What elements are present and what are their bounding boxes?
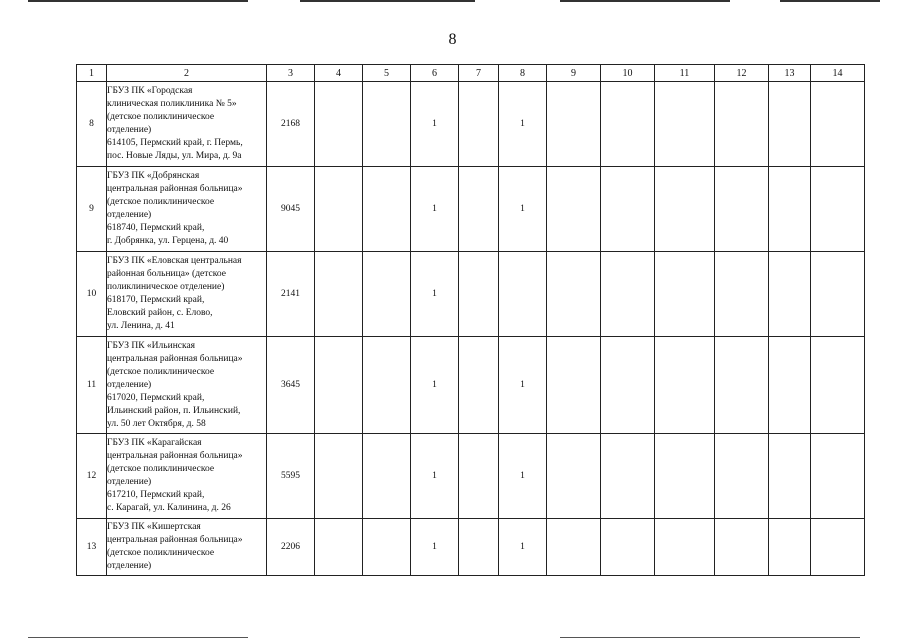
cell-col9 [547, 82, 601, 167]
facility-name-line: ГБУЗ ПК «Карагайская [107, 438, 202, 448]
column-header-13: 13 [769, 65, 811, 82]
facility-name-line: ГБУЗ ПК «Городская [107, 86, 193, 96]
facility-name [107, 337, 267, 434]
cell-col7 [459, 519, 499, 576]
cell-col14 [811, 167, 865, 252]
table-body [77, 82, 865, 576]
cell-col9 [547, 434, 601, 519]
cell-col10 [601, 82, 655, 167]
cell-col12 [715, 252, 769, 337]
cell-col3: 5595 [267, 434, 315, 519]
cell-col11 [655, 252, 715, 337]
cell-col8: 1 [499, 434, 547, 519]
facility-name [107, 82, 267, 167]
facility-name-line: клиническая поликлиника № 5» [107, 99, 237, 109]
facility-name-line: ул. 50 лет Октября, д. 58 [107, 418, 206, 429]
facility-name-line: ГБУЗ ПК «Добрянская [107, 171, 200, 181]
scan-edge-top [780, 0, 880, 2]
cell-col12 [715, 434, 769, 519]
cell-col13 [769, 337, 811, 434]
cell-col8: 1 [499, 337, 547, 434]
facility-name [107, 252, 267, 337]
facility-name-line: пос. Новые Ляды, ул. Мира, д. 9а [107, 151, 242, 161]
facility-name [107, 167, 267, 252]
column-header-1: 1 [77, 65, 107, 82]
cell-col7 [459, 252, 499, 337]
scan-edge-bottom [28, 637, 248, 638]
cell-col7 [459, 434, 499, 519]
cell-col10 [601, 434, 655, 519]
column-header-4: 4 [315, 65, 363, 82]
facility-name-line: (детское поликлиническое [107, 548, 215, 558]
facilities-table [76, 64, 865, 576]
column-header-3: 3 [267, 65, 315, 82]
cell-col6: 1 [411, 519, 459, 576]
cell-col12 [715, 167, 769, 252]
cell-col5 [363, 167, 411, 252]
row-number: 10 [77, 252, 107, 337]
facility-name-line: (детское поликлиническое [107, 112, 215, 122]
cell-col3: 2141 [267, 252, 315, 337]
facility-name-line: ГБУЗ ПК «Еловская центральная [107, 256, 242, 266]
header-row [77, 65, 865, 82]
column-header-5: 5 [363, 65, 411, 82]
cell-col11 [655, 82, 715, 167]
cell-col11 [655, 337, 715, 434]
cell-col14 [811, 434, 865, 519]
cell-col5 [363, 82, 411, 167]
cell-col4 [315, 434, 363, 519]
cell-col12 [715, 519, 769, 576]
facility-name-line: ГБУЗ ПК «Кишертская [107, 522, 201, 532]
cell-col8 [499, 252, 547, 337]
facility-name-line: с. Карагай, ул. Калинина, д. 26 [107, 503, 231, 513]
column-header-8: 8 [499, 65, 547, 82]
cell-col4 [315, 252, 363, 337]
cell-col14 [811, 252, 865, 337]
column-header-10: 10 [601, 65, 655, 82]
scan-edge-top [28, 0, 248, 2]
cell-col13 [769, 434, 811, 519]
facility-name-line: отделение) [107, 477, 152, 487]
facility-name-line: г. Добрянка, ул. Герцена, д. 40 [107, 236, 229, 246]
cell-col12 [715, 337, 769, 434]
cell-col5 [363, 434, 411, 519]
column-header-6: 6 [411, 65, 459, 82]
cell-col14 [811, 519, 865, 576]
facility-name-line: центральная районная больница» [107, 353, 243, 364]
scan-edge-top [560, 0, 730, 2]
facility-name-line: Еловский район, с. Елово, [107, 308, 213, 318]
cell-col9 [547, 337, 601, 434]
table-row [77, 82, 865, 167]
cell-col3: 2206 [267, 519, 315, 576]
table-row [77, 337, 865, 434]
cell-col5 [363, 337, 411, 434]
cell-col6: 1 [411, 337, 459, 434]
cell-col5 [363, 519, 411, 576]
facility-name-line: 618170, Пермский край, [107, 295, 205, 305]
cell-col9 [547, 519, 601, 576]
table-row [77, 252, 865, 337]
cell-col14 [811, 82, 865, 167]
cell-col4 [315, 167, 363, 252]
page-number: 8 [448, 31, 457, 48]
cell-col3: 2168 [267, 82, 315, 167]
facility-name-line: (детское поликлиническое [107, 464, 215, 474]
cell-col10 [601, 337, 655, 434]
row-number: 12 [77, 434, 107, 519]
cell-col6: 1 [411, 434, 459, 519]
cell-col6: 1 [411, 252, 459, 337]
facility-name-line: отделение) [107, 210, 152, 220]
cell-col13 [769, 82, 811, 167]
facility-name-line: районная больница» (детское [107, 269, 226, 279]
facility-name-line: (детское поликлиническое [107, 197, 215, 207]
scan-edge-bottom [560, 637, 860, 638]
column-header-11: 11 [655, 65, 715, 82]
row-number: 8 [77, 82, 107, 167]
facility-name-line: 617210, Пермский край, [107, 490, 205, 500]
facility-name-line: Ильинский район, п. Ильинский, [107, 405, 241, 416]
facility-name-line: центральная районная больница» [107, 535, 243, 545]
facility-name-line: центральная районная больница» [107, 451, 243, 461]
column-header-2: 2 [107, 65, 267, 82]
row-number: 11 [77, 337, 107, 434]
cell-col13 [769, 519, 811, 576]
cell-col3: 3645 [267, 337, 315, 434]
cell-col7 [459, 167, 499, 252]
facility-name-line: ул. Ленина, д. 41 [107, 321, 175, 331]
cell-col9 [547, 167, 601, 252]
cell-col13 [769, 252, 811, 337]
facility-name-line: центральная районная больница» [107, 184, 243, 194]
table-row [77, 434, 865, 519]
cell-col4 [315, 519, 363, 576]
facility-name-line: 614105, Пермский край, г. Пермь, [107, 138, 243, 148]
cell-col8: 1 [499, 82, 547, 167]
facility-name-line: 617020, Пермский край, [107, 392, 205, 403]
facility-name-line: отделение) [107, 125, 152, 135]
cell-col4 [315, 337, 363, 434]
facility-name-line: 618740, Пермский край, [107, 223, 205, 233]
cell-col7 [459, 337, 499, 434]
facility-name-line: поликлиническое отделение) [107, 282, 225, 292]
column-header-12: 12 [715, 65, 769, 82]
column-header-9: 9 [547, 65, 601, 82]
cell-col6: 1 [411, 82, 459, 167]
facility-name-line: отделение) [107, 379, 152, 390]
cell-col11 [655, 519, 715, 576]
cell-col13 [769, 167, 811, 252]
row-number: 9 [77, 167, 107, 252]
table-row [77, 519, 865, 576]
row-number: 13 [77, 519, 107, 576]
facility-name [107, 434, 267, 519]
cell-col9 [547, 252, 601, 337]
cell-col5 [363, 252, 411, 337]
column-header-7: 7 [459, 65, 499, 82]
cell-col14 [811, 337, 865, 434]
cell-col3: 9045 [267, 167, 315, 252]
facility-name-line: (детское поликлиническое [107, 366, 215, 377]
column-header-14: 14 [811, 65, 865, 82]
cell-col7 [459, 82, 499, 167]
cell-col11 [655, 167, 715, 252]
scan-edge-top [300, 0, 475, 2]
cell-col11 [655, 434, 715, 519]
cell-col4 [315, 82, 363, 167]
cell-col8: 1 [499, 519, 547, 576]
cell-col10 [601, 252, 655, 337]
cell-col6: 1 [411, 167, 459, 252]
facility-name-line: ГБУЗ ПК «Ильинская [107, 340, 196, 351]
cell-col10 [601, 519, 655, 576]
cell-col12 [715, 82, 769, 167]
cell-col8: 1 [499, 167, 547, 252]
table-row [77, 167, 865, 252]
facility-name [107, 519, 267, 576]
facility-name-line: отделение) [107, 561, 152, 571]
cell-col10 [601, 167, 655, 252]
